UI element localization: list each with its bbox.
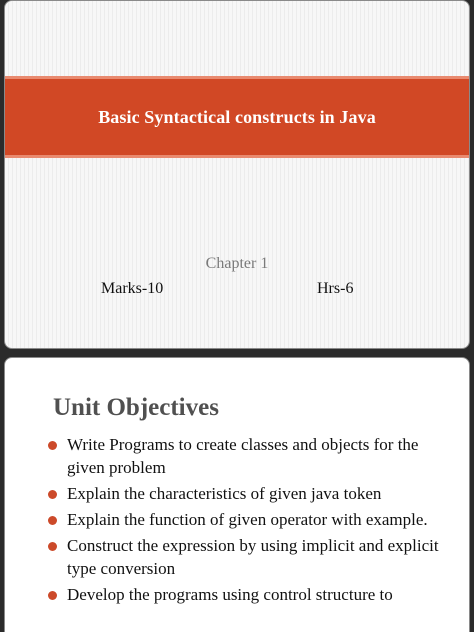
list-item xyxy=(5,508,469,531)
bullet-icon xyxy=(48,441,57,450)
chapter-label: Chapter 1 xyxy=(205,255,269,272)
bullet-icon xyxy=(48,516,57,525)
slide-heading: Unit Objectives xyxy=(53,394,219,421)
hours-label: Hrs-6 xyxy=(317,280,354,297)
title-band xyxy=(5,76,469,158)
list-item-text: Explain the function of given operator with example. xyxy=(67,510,428,529)
list-item xyxy=(5,534,469,580)
objectives-list xyxy=(5,433,469,609)
bullet-icon xyxy=(48,591,57,600)
list-item xyxy=(5,482,469,505)
list-item-text: Write Programs to create classes and objects for the given problem xyxy=(67,435,419,477)
bullet-icon xyxy=(48,542,57,551)
list-item-text: Explain the characteristics of given java token xyxy=(67,484,382,503)
bullet-icon xyxy=(48,490,57,499)
list-item-text: Develop the programs using control structure to xyxy=(67,585,393,604)
list-item-text: Construct the expression by using implicit and explicit type conversion xyxy=(67,536,439,578)
marks-label: Marks-10 xyxy=(101,280,164,297)
list-item xyxy=(5,583,469,606)
slide-title: Basic Syntactical constructs in Java xyxy=(98,106,376,127)
title-slide xyxy=(4,0,470,349)
objectives-slide xyxy=(4,357,470,632)
list-item xyxy=(5,433,469,479)
